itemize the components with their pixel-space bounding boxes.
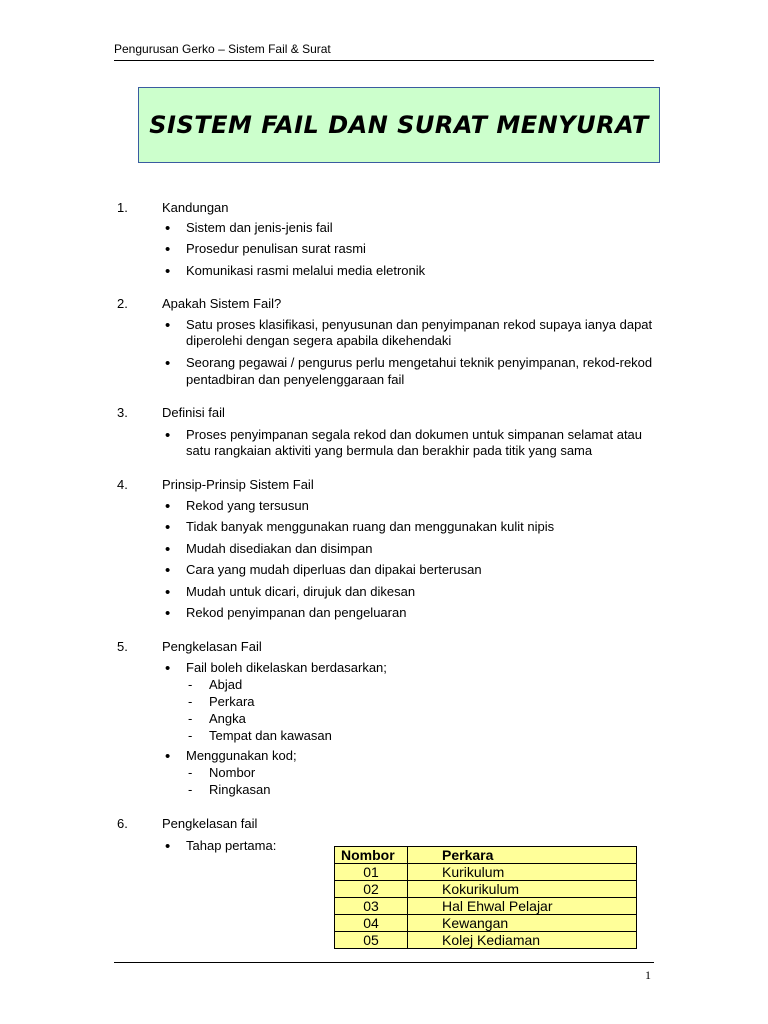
dash-marker: - xyxy=(188,694,193,709)
dash-marker: - xyxy=(188,711,193,726)
bullet-icon: • xyxy=(165,519,171,536)
sub-item: Perkara xyxy=(209,694,255,709)
table-cell-subject: Kokurikulum xyxy=(408,881,637,898)
bullet-icon: • xyxy=(165,220,171,237)
sub-item: Abjad xyxy=(209,677,243,692)
section-title: Definisi fail xyxy=(162,405,225,420)
bullet-icon: • xyxy=(165,355,171,372)
column-header-perkara: Perkara xyxy=(408,847,637,864)
section-title: Pengkelasan Fail xyxy=(162,639,262,654)
table-row xyxy=(335,881,637,898)
bullet-icon: • xyxy=(165,317,171,334)
bullet-icon: • xyxy=(165,838,171,855)
bullet-text: Tahap pertama: xyxy=(186,838,277,853)
section-number: 1. xyxy=(117,200,128,215)
bullet-text: Menggunakan kod; xyxy=(186,748,297,763)
bullet-text: Mudah disediakan dan disimpan xyxy=(186,541,373,556)
bullet-icon: • xyxy=(165,498,171,515)
section-number: 3. xyxy=(117,405,128,420)
table-header-row xyxy=(335,847,637,864)
bullet-text: Sistem dan jenis-jenis fail xyxy=(186,220,333,235)
page-number: 1 xyxy=(645,968,651,982)
bullet-text: Komunikasi rasmi melalui media eletronik xyxy=(186,263,426,278)
table-cell-subject: Hal Ehwal Pelajar xyxy=(408,898,637,915)
section-title: Apakah Sistem Fail? xyxy=(162,296,282,311)
bullet-text-line: Satu proses klasifikasi, penyusunan dan penyimpanan rekod supaya ianya dapat xyxy=(186,317,653,332)
table-cell-number: 02 xyxy=(335,881,408,898)
table-row xyxy=(335,864,637,881)
table-cell-number: 05 xyxy=(335,932,408,949)
section-title: Pengkelasan fail xyxy=(162,816,258,831)
bullet-text: Rekod penyimpanan dan pengeluaran xyxy=(186,605,407,620)
bullet-text: Mudah untuk dicari, dirujuk dan dikesan xyxy=(186,584,416,599)
section-number: 4. xyxy=(117,477,128,492)
bullet-icon: • xyxy=(165,584,171,601)
table-row xyxy=(335,932,637,949)
section-number: 2. xyxy=(117,296,128,311)
dash-marker: - xyxy=(188,728,193,743)
sub-item: Tempat dan kawasan xyxy=(209,728,332,743)
bullet-icon: • xyxy=(165,605,171,622)
bullet-text-line: pentadbiran dan penyelenggaraan fail xyxy=(186,372,405,387)
bullet-icon: • xyxy=(165,748,171,765)
sub-item: Nombor xyxy=(209,765,256,780)
column-header-nombor: Nombor xyxy=(335,847,408,864)
table-row xyxy=(335,898,637,915)
bullet-text: Fail boleh dikelaskan berdasarkan; xyxy=(186,660,387,675)
bullet-text-line: satu rangkaian aktiviti yang bermula dan berakhir pada titik yang sama xyxy=(186,443,593,458)
bullet-text-line: diperolehi dengan segera apabila dikehendaki xyxy=(186,333,452,348)
sub-item: Ringkasan xyxy=(209,782,271,797)
bullet-text-line: Proses penyimpanan segala rekod dan dokumen untuk simpanan selamat atau xyxy=(186,427,643,442)
table-cell-subject: Kurikulum xyxy=(408,864,637,881)
bullet-text: Prosedur penulisan surat rasmi xyxy=(186,241,366,256)
bullet-icon: • xyxy=(165,263,171,280)
section-title: Kandungan xyxy=(162,200,229,215)
footer-divider xyxy=(114,962,654,963)
section-title: Prinsip-Prinsip Sistem Fail xyxy=(162,477,314,492)
bullet-text-line: Seorang pegawai / pengurus perlu mengetahui teknik penyimpanan, rekod-rekod xyxy=(186,355,653,370)
title-box xyxy=(138,87,660,163)
running-header: Pengurusan Gerko – Sistem Fail & Surat xyxy=(114,42,654,61)
bullet-icon: • xyxy=(165,241,171,258)
bullet-text: Tidak banyak menggunakan ruang dan menggunakan kulit nipis xyxy=(186,519,555,534)
table-cell-subject: Kewangan xyxy=(408,915,637,932)
bullet-icon: • xyxy=(165,427,171,444)
bullet-icon: • xyxy=(165,660,171,677)
bullet-text: Rekod yang tersusun xyxy=(186,498,309,513)
table-cell-subject: Kolej Kediaman xyxy=(408,932,637,949)
sub-item: Angka xyxy=(209,711,246,726)
bullet-icon: • xyxy=(165,562,171,579)
table-cell-number: 01 xyxy=(335,864,408,881)
document-title: SISTEM FAIL DAN SURAT MENYURAT xyxy=(149,111,649,139)
section-number: 6. xyxy=(117,816,128,831)
bullet-icon: • xyxy=(165,541,171,558)
classification-table xyxy=(334,846,637,949)
dash-marker: - xyxy=(188,765,193,780)
bullet-text: Cara yang mudah diperluas dan dipakai berterusan xyxy=(186,562,482,577)
table-cell-number: 03 xyxy=(335,898,408,915)
section-number: 5. xyxy=(117,639,128,654)
dash-marker: - xyxy=(188,782,193,797)
dash-marker: - xyxy=(188,677,193,692)
table-row xyxy=(335,915,637,932)
table-cell-number: 04 xyxy=(335,915,408,932)
